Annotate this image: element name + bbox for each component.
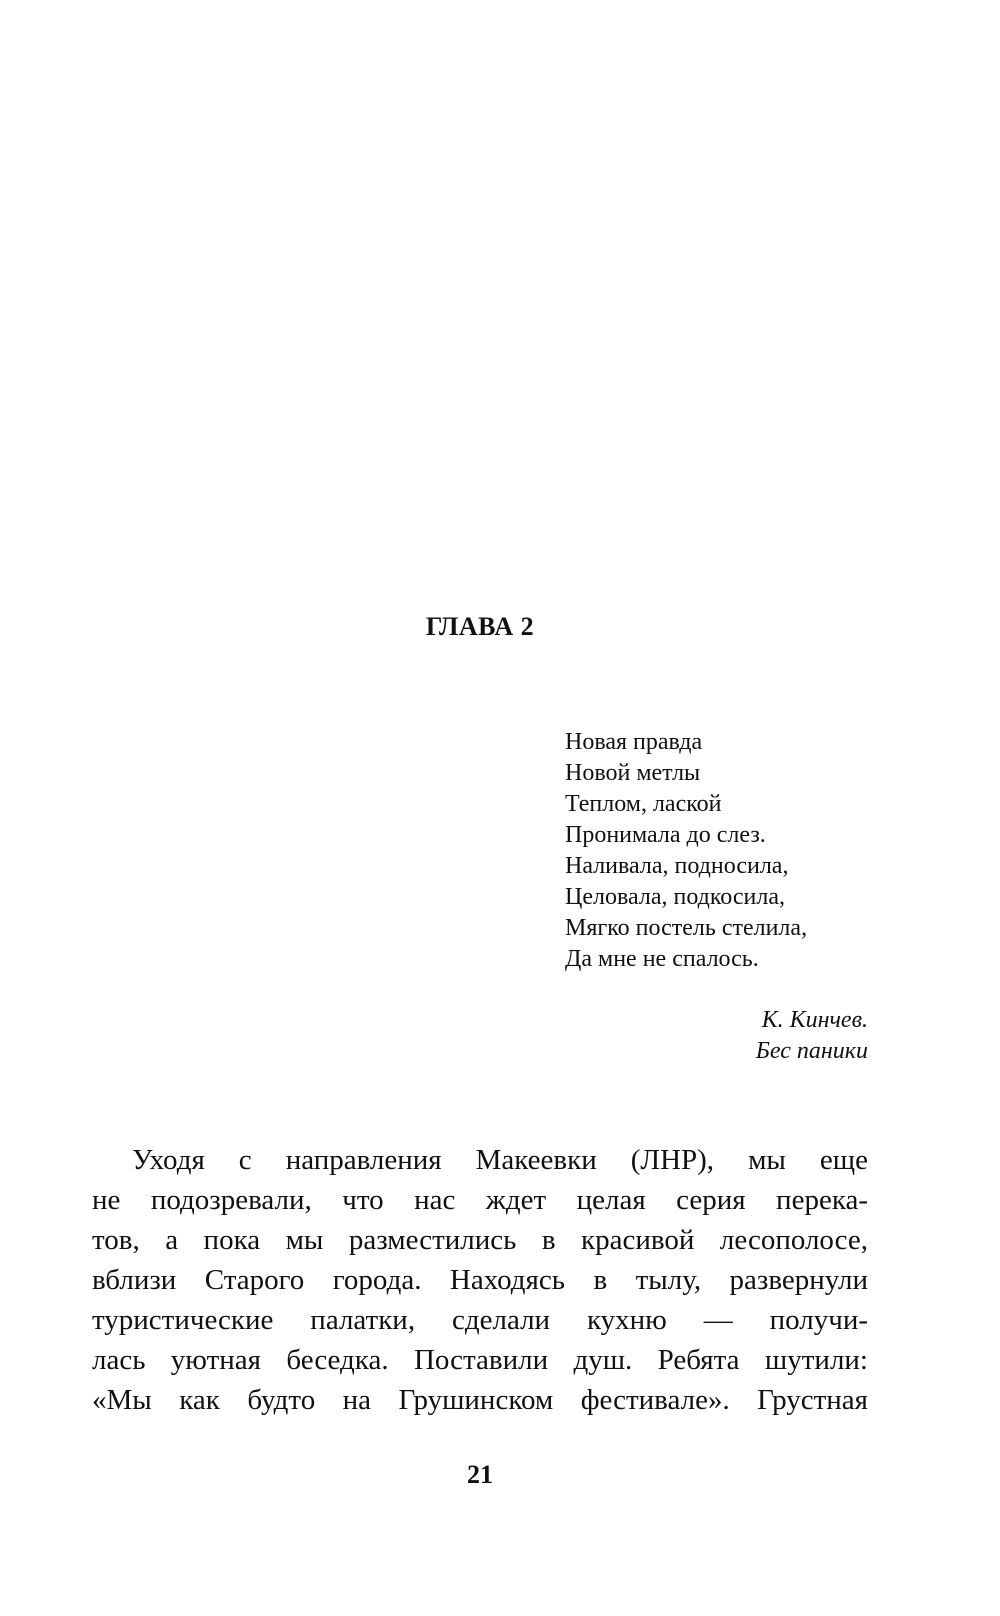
- body-line: не подозревали, что нас ждет целая серия перека-: [92, 1184, 868, 1216]
- epigraph-attribution: [756, 1005, 868, 1067]
- epigraph-line: Новой метлы: [565, 760, 701, 786]
- page-number: 21: [467, 1460, 493, 1489]
- body-line: вблизи Старого города. Находясь в тылу, развернули: [92, 1264, 868, 1296]
- epigraph-line: Пронимала до слез.: [565, 822, 766, 848]
- body-line: Уходя с направления Макеевки (ЛНР), мы еще: [132, 1144, 868, 1176]
- epigraph-line: Мягко постель стелила,: [565, 915, 808, 941]
- epigraph-author: К. Кинчев.: [761, 1007, 868, 1033]
- epigraph-source: Бес паники: [755, 1038, 868, 1064]
- body-line: тов, а пока мы разместились в красивой лесополосе,: [92, 1224, 868, 1256]
- epigraph: [565, 727, 807, 975]
- epigraph-line: Да мне не спалось.: [565, 946, 759, 972]
- epigraph-line: Новая правда: [565, 729, 703, 755]
- epigraph-line: Наливала, подносила,: [565, 853, 789, 879]
- body-line: лась уютная беседка. Поставили душ. Ребята шутили:: [92, 1344, 868, 1376]
- body-line: «Мы как будто на Грушинском фестивале». Грустная: [92, 1384, 868, 1416]
- body-line: туристические палатки, сделали кухню — получи-: [92, 1304, 868, 1336]
- epigraph-line: Теплом, лаской: [565, 791, 722, 817]
- chapter-title: ГЛАВА 2: [425, 612, 535, 641]
- epigraph-line: Целовала, подкосила,: [565, 884, 785, 910]
- body-paragraph: [92, 1140, 868, 1420]
